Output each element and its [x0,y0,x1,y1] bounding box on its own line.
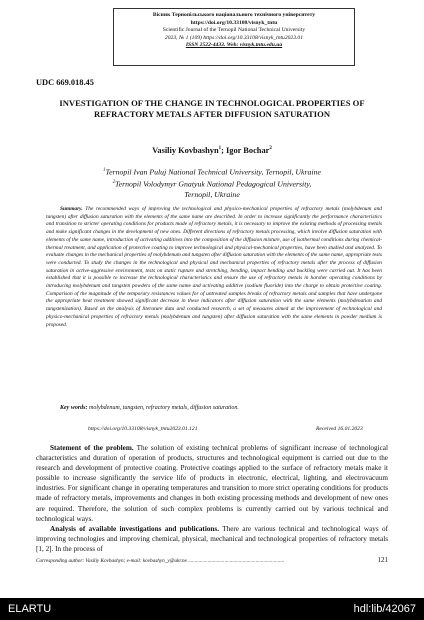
affiliation-2-city: Ternopil, Ukraine [184,189,240,199]
paper-title: INVESTIGATION OF THE CHANGE IN TECHNOLOGICAL PROPERTIES OF REFRACTORY METALS AFTER DIFFUSION SATURATION [59,98,365,119]
keywords [60,405,380,411]
author-name: Vasiliy Kovbashyn [152,146,219,155]
author-sup: 1 [218,146,222,152]
handle-id[interactable]: hdl:lib/42067 [353,603,416,615]
repository-name: ELARTU [8,603,52,615]
received-date: Received 16.01.2023 [316,426,363,432]
author-list [0,146,424,155]
affiliation-sup: 1 [103,168,106,173]
abstract-label: Summary. [60,206,83,212]
article-doi-link[interactable]: https://doi.org/10.33108/visnyk_tntu2023.01.121 [88,426,198,432]
journal-name-ua: Вісник Тернопільського національного технічного університету [152,12,316,18]
affiliation-1: $^1$Ternopil Ivan Puluj National Technical University, Ternopil, Ukraine [103,167,321,177]
author-name: Igor Bochar [226,146,270,155]
page-number: 121 [377,556,388,564]
affiliation-2: $^2$Ternopil Volodymyr Gnatyuk National Pedagogical University, [112,179,312,189]
udc-code: UDC 669.018.45 [36,78,94,87]
repository-bar [0,598,424,620]
author-separator: ; [221,146,226,155]
page-footer [36,556,388,564]
section-label: Analysis of available investigations and publications. [50,524,220,533]
abstract-text: The recommended ways of improving the technological and physico-mechanical properties of refractory metals (molybdenum and tungsten) after diffusion saturation with the elements of the same name are described. In order to increase significantly the performance characteristics and transition to stricter operating conditions for products made of refractory metals, it is necessary to improve the existing methods of processing metals and make significant changes in the development of new ones. Different directions of refractory metals processing, which involve diffusion saturation with elements of the same name, introduction of activating additives into the composition of the diffusion mixture, use of isothermal conditions during chemical-thermal treatment, and application of protective coating to improve technological and physical-mechanical properties, have been studied and analyzed. To evaluate changes in the mechanical properties of molybdenum and tungsten after diffusion saturation with the elements of the same name, appropriate tests were conducted. To study the changes in the technological and physical and mechanical properties of refractory metals after the process of diffusion saturation in active-aggressive environment, tests on static rupture and stretching, bending, impact bending and buckling were carried out. It has been established that it is possible to increase the technological characteristics and ensure the use of refractory metals in harsher operating conditions by introducing molybdenum and tungsten powders of the same name and activating additive (sodium fluoride) into the charge to obtain protective coating. Comparison of the magnitude of the temporary resistances values for of untreated samples breaks of refractory metals and samples that have undergone the appropriate heat treatment showed significant decrease in these indicators after diffusion saturation with the same elements (molybdenation and tungstenization). Based on the analysis of literature data and conducted research, a set of measures aimed at the improvement of technological and physico-mechanical properties of refractory metals (molybdenum and tungsten) after diffusion saturation with the same elements in powder medium is proposed. [46,206,382,328]
paragraph-analysis: Analysis of available investigations and publications. There are various technical and technological ways of improving technologies and improving chemical, physical, mechanical and technological properties of refractory metals [1, 2]. In the process of [36,524,388,553]
journal-issue: 2023, № 1 (109) https://doi.org/10.33108/visnyk_tntu2023.01 [164,34,304,41]
keywords-label: Key words: [60,405,88,411]
affiliation-sup: 2 [112,179,116,185]
section-label: Statement of the problem. [50,444,134,452]
journal-doi[interactable]: https://doi.org/10.33108/visnyk_tntu [190,19,278,26]
journal-name-en: Scientific Journal of the Ternopil National Technical University [162,27,306,34]
keywords-text: molybdenum, tungsten, refractory metals, diffusion saturation. [89,405,239,411]
author-sup: 2 [269,146,272,152]
paragraph-problem-statement: Statement of the problem. The solution of existing technical problems of significant increase of technological characteristics and duration of operation of products, structures and technological equipment is carried out due to the research and development of protective coating. Protective coatings applied to the surface of refractory metals make it possible to increase significantly the service life of products in electronic, electrical, lighting, and electrovacuum industries. For significant change in operating temperatures and transition to more strict operating conditions for products made of refractory metals, improvements and changes in both existing processing methods and development of new ones are required. Therefore, the solution of such complex problems is currently carried out by various technical and technological ways. [36,444,388,523]
corresponding-author: Corresponding author: Vasiliy Kovbashyn; e-mail: kovbashyn_y@ukr.ne .......................................................................... [36,558,285,564]
journal-header-box [113,8,355,66]
journal-issn[interactable]: ISSN 2522-4433. Web: visnyk.tntu.edu.ua [185,42,283,49]
body-text [36,443,388,554]
affiliations [0,166,424,200]
abstract [46,206,382,329]
